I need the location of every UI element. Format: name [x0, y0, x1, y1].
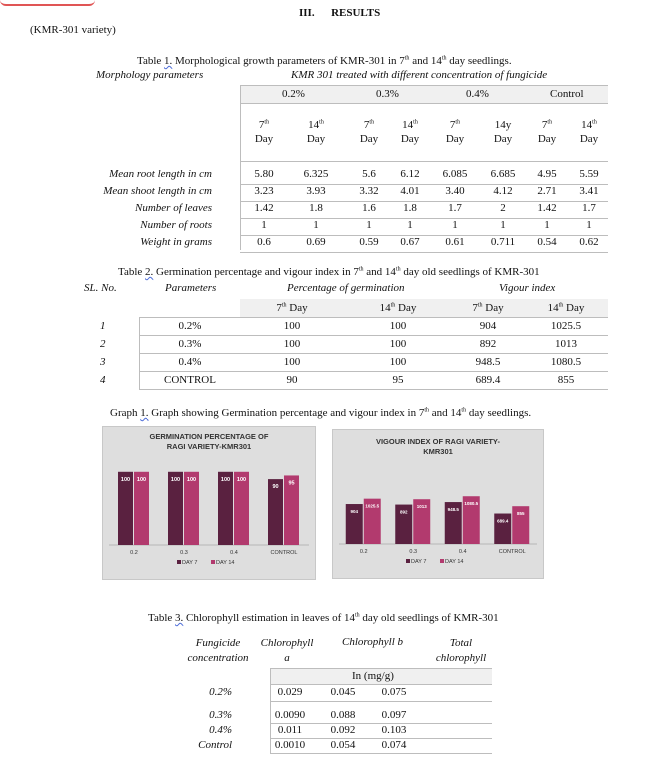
table3-col-total: Total chlorophyll — [435, 637, 487, 664]
table2-subheader-day: Day — [395, 302, 417, 314]
table1-cell: 1.42 — [254, 202, 274, 214]
table1-col-group: KMR 301 treated with different concentration of fungicide — [291, 69, 548, 81]
table1-cell: 6.085 — [442, 168, 468, 180]
table1-cell: 1 — [261, 219, 267, 231]
table3-conc: 0.2% — [209, 686, 232, 698]
legend-swatch — [440, 559, 444, 563]
table1-cell: 1 — [366, 219, 372, 231]
germination-chart — [102, 426, 316, 580]
table3-col-chla: Chlorophyll a — [260, 637, 314, 664]
table1-day-word: Day — [579, 133, 599, 145]
data-label: 100 — [136, 476, 147, 483]
table1-day-sup: th — [369, 119, 375, 126]
table1-header-rule — [240, 161, 608, 162]
table1-day-word: Day — [537, 133, 557, 145]
table2-cell: 90 — [286, 374, 298, 386]
table1-day-header — [388, 118, 432, 146]
table1-day-header — [481, 118, 525, 146]
table3-chlb: 0.092 — [330, 724, 356, 736]
table1-day-number — [433, 118, 477, 132]
table1-cell: 0.69 — [306, 236, 326, 248]
table2-subheader-sup: th — [281, 302, 287, 309]
table1-conc-header: 0.3% — [376, 88, 399, 100]
table1-cell: 0.6 — [257, 236, 271, 248]
data-label: 95 — [288, 480, 295, 487]
table3-chlb: 0.054 — [330, 739, 356, 751]
table1-conc-header: 0.2% — [282, 88, 305, 100]
table2-caption: Table 2. Germination percentage and vigour index in 7th and 14th day old seedlings of KMR-301 — [118, 266, 540, 278]
table1-day-num: 14 — [581, 119, 593, 131]
table1-day-word: Day — [306, 133, 326, 145]
table2-subheader — [526, 302, 606, 314]
table1-cell: 0.59 — [359, 236, 379, 248]
table3-total: 0.074 — [381, 739, 407, 751]
table2-cell: 100 — [389, 338, 407, 350]
table1-day-sup: th — [455, 119, 461, 126]
data-label: 1013 — [416, 504, 427, 510]
table3-row-rule — [270, 753, 492, 754]
table2-subheader — [252, 302, 332, 314]
variety-label: (KMR-301 variety) — [30, 24, 116, 36]
table2-subheader — [358, 302, 438, 314]
data-label: 100 — [236, 476, 247, 483]
legend-label: DAY 7 — [182, 560, 198, 566]
legend-swatch — [177, 560, 181, 564]
table1-day-word: Day — [445, 133, 465, 145]
table3-total: 0.075 — [381, 686, 407, 698]
table2-row-rule — [139, 371, 608, 372]
table1-cell: 1 — [586, 219, 592, 231]
table1-day-number — [567, 118, 611, 132]
table3-chla: 0.011 — [277, 724, 303, 736]
table1-caption: Table 1. Morphological growth parameters of KMR-301 in 7th and 14th day seedlings. — [137, 55, 512, 67]
table1-cell: 1 — [544, 219, 550, 231]
tick-label: CONTROL — [498, 549, 526, 555]
data-label: 100 — [170, 476, 181, 483]
table2-subheader-day: Day — [482, 302, 504, 314]
table1-day-header — [242, 118, 286, 146]
table1-cell: 0.62 — [579, 236, 599, 248]
table2-cell: 100 — [283, 338, 301, 350]
data-label: 1025.5 — [365, 503, 380, 509]
table1-cell: 3.23 — [254, 185, 274, 197]
table2-col-params: Parameters — [165, 282, 217, 294]
data-label: 689.4 — [497, 518, 509, 524]
table3-conc: Control — [198, 739, 232, 751]
table1-cell: 1 — [452, 219, 458, 231]
table2-subheader-num: 7 — [472, 302, 478, 314]
table2-subheader-day: Day — [563, 302, 585, 314]
graph-caption: Graph 1. Graph showing Germination percentage and vigour index in 7th and 14th day seedlings. — [110, 407, 532, 419]
legend-swatch — [406, 559, 410, 563]
table1-row-rule — [240, 252, 608, 253]
section-heading: III. RESULTS — [299, 7, 381, 19]
table3-chlb: 0.088 — [330, 709, 356, 721]
table2-cell: 100 — [283, 356, 301, 368]
table2-col-sl: SL. No. — [84, 282, 117, 294]
table2-sl: 3 — [100, 356, 106, 368]
table1-day-num: 14 — [308, 119, 320, 131]
table1-cell: 4.95 — [537, 168, 557, 180]
legend-label: DAY 14 — [445, 559, 464, 565]
table1-day-word: Day — [400, 133, 420, 145]
data-label: 892 — [399, 509, 408, 515]
table1-cell: 0.67 — [400, 236, 420, 248]
table1-day-header — [347, 118, 391, 146]
table1-day-num: 7 — [363, 119, 370, 131]
table1-day-word: Day — [254, 133, 274, 145]
table1-day-word: Day — [493, 133, 513, 145]
table2-subheader-num: 14 — [379, 302, 391, 314]
tick-label: 0.4 — [230, 550, 238, 556]
table2-cell: 1013 — [555, 338, 577, 350]
table2-cell: 100 — [389, 356, 407, 368]
table2-cell: 95 — [392, 374, 404, 386]
table1-row-label: Number of roots — [140, 219, 212, 231]
data-label: 100 — [120, 476, 131, 483]
data-label: 90 — [272, 484, 279, 491]
table1-cell: 4.01 — [400, 185, 420, 197]
table1-day-sup: th — [319, 119, 324, 126]
table3-total: 0.103 — [381, 724, 407, 736]
table1-day-header — [294, 118, 338, 146]
table1-day-sup: th — [264, 119, 270, 126]
table2-col-vig: Vigour index — [499, 282, 556, 294]
table3-chla: 0.0090 — [274, 709, 306, 721]
table2-param: 0.4% — [178, 356, 202, 368]
vigour-chart — [332, 429, 544, 579]
table1-cell: 5.80 — [254, 168, 274, 180]
chart-title: KMR301 — [423, 447, 453, 456]
header-decoration — [0, 0, 95, 6]
table1-day-number — [481, 118, 525, 132]
table2-cell: 100 — [389, 320, 407, 332]
table2-col-germ: Percentage of germination — [287, 282, 405, 294]
table2-cell: 948.5 — [475, 356, 501, 368]
tick-label: CONTROL — [270, 550, 298, 556]
table1-day-header — [525, 118, 569, 146]
table1-day-header — [433, 118, 477, 146]
table1-cell: 1.8 — [309, 202, 323, 214]
table3-conc: 0.4% — [209, 724, 232, 736]
table1-cell: 3.40 — [445, 185, 465, 197]
table3-caption: Table 3. Chlorophyll estimation in leaves of 14th day old seedlings of KMR-301 — [148, 612, 499, 624]
table3-chla: 0.0010 — [274, 739, 306, 751]
table2-param: 0.2% — [178, 320, 202, 332]
table1-cell: 1.7 — [582, 202, 596, 214]
table1-day-sup: th — [592, 119, 597, 126]
table3-chlb: 0.045 — [330, 686, 356, 698]
table3-col-fungicide: Fungicide concentration — [187, 637, 249, 664]
table1-conc-header: 0.4% — [466, 88, 489, 100]
table1-cell: 3.41 — [579, 185, 599, 197]
table1-cell: 1 — [313, 219, 319, 231]
table1-cell: 1.42 — [537, 202, 557, 214]
table2-param: CONTROL — [164, 374, 216, 386]
table2-subheader-num: 14 — [547, 302, 559, 314]
table2-subheader-num: 7 — [276, 302, 282, 314]
table2-cell: 1080.5 — [550, 356, 582, 368]
table2-row-rule — [139, 389, 608, 390]
table3-chla: 0.029 — [277, 686, 303, 698]
table2-subheader-day: Day — [286, 302, 308, 314]
legend-label: DAY 7 — [411, 559, 427, 565]
data-label: 100 — [220, 476, 231, 483]
table1-row-label: Mean root length in cm — [109, 168, 212, 180]
table1-day-num: 7 — [449, 119, 456, 131]
table2-cell: 904 — [479, 320, 497, 332]
tick-label: 0.2 — [130, 550, 138, 556]
table1-day-word: Day — [359, 133, 379, 145]
table1-day-number — [242, 118, 286, 132]
chart-title: GERMINATION PERCENTAGE OF — [149, 432, 269, 441]
table1-day-num: 14y — [494, 119, 512, 131]
table1-col-param: Morphology parameters — [96, 69, 204, 81]
table1-day-header — [567, 118, 611, 146]
table1-conc-header: Control — [550, 88, 584, 100]
table1-row-label: Weight in grams — [140, 236, 212, 248]
table1-day-num: 14 — [402, 119, 414, 131]
table2-cell: 689.4 — [475, 374, 501, 386]
table2-cell: 100 — [283, 320, 301, 332]
data-label: 904 — [350, 509, 359, 515]
table1-cell: 2.71 — [537, 185, 557, 197]
table3-total: 0.097 — [381, 709, 407, 721]
data-label: 100 — [186, 476, 197, 483]
table3-unit: In (mg/g) — [352, 670, 394, 682]
table1-day-num: 7 — [541, 119, 548, 131]
table1-day-sup: th — [413, 119, 418, 126]
table1-day-number — [347, 118, 391, 132]
table1-cell: 3.93 — [306, 185, 326, 197]
table2-param: 0.3% — [178, 338, 202, 350]
table1-cell: 1.8 — [403, 202, 417, 214]
table1-cell: 0.711 — [490, 236, 516, 248]
table2-sl: 2 — [100, 338, 106, 350]
tick-label: 0.2 — [359, 549, 368, 555]
table1-cell: 0.54 — [537, 236, 557, 248]
table2-cell: 855 — [557, 374, 575, 386]
table3-conc: 0.3% — [209, 709, 232, 721]
tick-label: 0.4 — [458, 549, 467, 555]
table2-sl: 4 — [100, 374, 106, 386]
table1-day-num: 7 — [258, 119, 265, 131]
table1-day-number — [388, 118, 432, 132]
table1-cell: 0.61 — [445, 236, 465, 248]
table1-cell: 5.59 — [579, 168, 599, 180]
table1-day-number — [525, 118, 569, 132]
table1-cell: 1 — [407, 219, 413, 231]
table1-day-sup: th — [547, 119, 553, 126]
table1-cell: 1.7 — [448, 202, 462, 214]
table2-subheader-sup: th — [558, 302, 564, 309]
table1-cell: 1.6 — [362, 202, 376, 214]
table2-sl: 1 — [100, 320, 106, 332]
table1-cell: 5.6 — [362, 168, 376, 180]
table2-subheader — [448, 302, 528, 314]
tick-label: 0.3 — [409, 549, 418, 555]
data-label: 1080.5 — [464, 501, 479, 507]
table2-cell: 1025.5 — [550, 320, 582, 332]
table1-cell: 3.32 — [359, 185, 379, 197]
table1-cell: 6.12 — [400, 168, 420, 180]
data-label: 948.5 — [447, 507, 459, 513]
table1-cell: 6.685 — [490, 168, 516, 180]
chart-title: VIGOUR INDEX OF RAGI VARIETY- — [375, 437, 501, 446]
table2-cell: 892 — [479, 338, 497, 350]
chart-title: RAGI VARIETY-KMR301 — [166, 442, 252, 451]
legend-swatch — [211, 560, 215, 564]
table2-row-rule — [139, 335, 608, 336]
table3-row-rule — [270, 701, 492, 702]
table2-subheader-sup: th — [390, 302, 396, 309]
table1-cell: 2 — [500, 202, 506, 214]
table1-cell: 4.12 — [493, 185, 513, 197]
table1-day-number — [294, 118, 338, 132]
legend-label: DAY 14 — [216, 560, 235, 566]
table1-cell: 6.325 — [303, 168, 329, 180]
table1-cell: 1 — [500, 219, 506, 231]
table2-subheader-sup: th — [477, 302, 483, 309]
table1-row-label: Number of leaves — [135, 202, 212, 214]
table2-row-rule — [139, 353, 608, 354]
tick-label: 0.3 — [180, 550, 188, 556]
table1-row-label: Mean shoot length in cm — [103, 185, 212, 197]
table3-col-chlb: Chlorophyll b — [342, 636, 404, 648]
data-label: 855 — [516, 511, 525, 517]
table2-header-rule — [139, 317, 608, 318]
